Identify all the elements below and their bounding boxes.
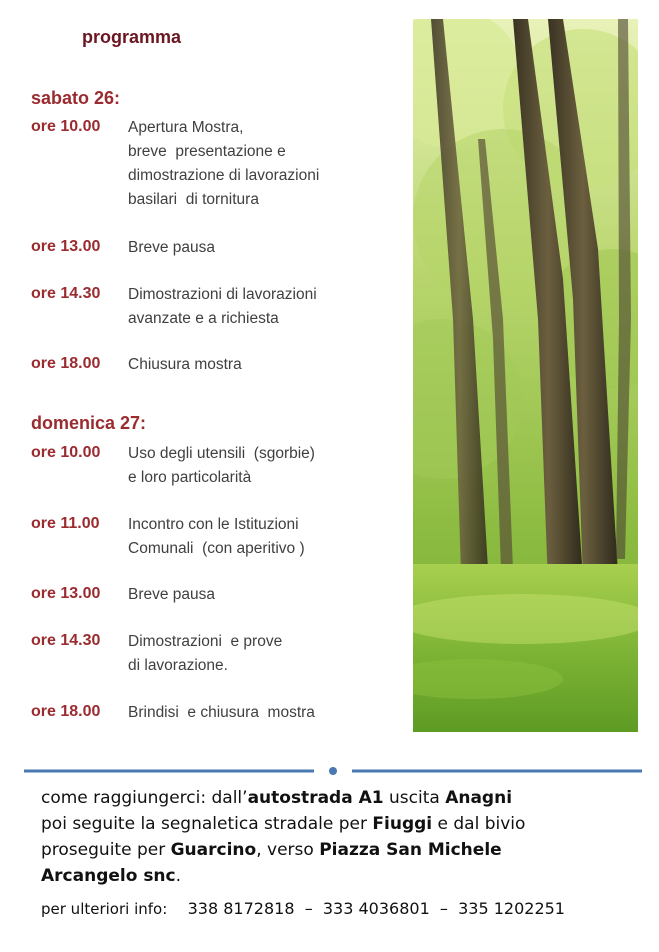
directions-line — [41, 811, 641, 837]
event-description — [128, 513, 305, 561]
directions-text-fragment: e dal bivio — [432, 814, 526, 834]
page-title: programma — [82, 27, 182, 47]
event-line: Breve pausa — [128, 586, 216, 603]
event-line: Breve pausa — [128, 239, 216, 256]
event-time: ore 13.00 — [31, 238, 101, 255]
day-heading-sunday: domenica 27: — [31, 413, 147, 433]
event-line: Incontro con le Istituzioni — [128, 516, 299, 533]
event-time: ore 13.00 — [31, 585, 101, 602]
event-line: Dimostrazioni di lavorazioni — [128, 286, 317, 303]
directions-line — [41, 837, 641, 863]
event-description — [128, 236, 215, 260]
event-description — [128, 353, 242, 377]
directions-line — [41, 785, 641, 811]
event-time: ore 18.00 — [31, 703, 101, 720]
event-line: e loro particolarità — [128, 469, 252, 486]
directions-text-fragment: uscita — [383, 788, 446, 808]
event-time: ore 10.00 — [31, 118, 101, 135]
event-line: Comunali (con aperitivo ) — [128, 540, 305, 557]
event-line: Uso degli utensili (sgorbie) — [128, 445, 315, 462]
directions-text-fragment: proseguite per — [41, 840, 171, 860]
event-line: breve presentazione e — [128, 143, 286, 160]
forest-photo — [413, 19, 638, 732]
event-description — [128, 701, 315, 725]
phone-separator: – — [439, 899, 448, 918]
event-time: ore 11.00 — [31, 515, 100, 532]
town-name: Fiuggi — [372, 814, 433, 834]
event-line: basilari di tornitura — [128, 191, 259, 208]
event-line: dimostrazione di lavorazioni — [128, 167, 320, 184]
event-line: di lavorazione. — [128, 657, 228, 674]
divider — [24, 763, 642, 773]
contact-info — [41, 899, 565, 918]
highway-name: autostrada A1 — [247, 788, 384, 808]
event-time: ore 14.30 — [31, 632, 101, 649]
exit-name: Anagni — [445, 788, 513, 808]
phone-number: 335 1202251 — [458, 899, 565, 918]
directions-line — [41, 863, 641, 889]
address-name: Piazza San Michele — [319, 840, 502, 860]
contact-label: per ulteriori info: — [41, 900, 168, 918]
phone-number: 333 4036801 — [322, 899, 430, 918]
directions-text — [41, 785, 641, 889]
day-heading-saturday: sabato 26: — [31, 88, 121, 108]
event-time: ore 10.00 — [31, 444, 101, 461]
directions-text-fragment: poi seguite la segnaletica stradale per — [41, 814, 373, 834]
directions-text-fragment: . — [175, 866, 182, 886]
phone-number: 338 8172818 — [187, 899, 295, 918]
directions-text-fragment: , verso — [256, 840, 320, 860]
town-name: Guarcino — [170, 840, 257, 860]
event-line: Chiusura mostra — [128, 356, 242, 373]
event-description — [128, 583, 215, 607]
directions-text-fragment: come raggiungerci: dall’ — [41, 788, 248, 808]
address-name: Arcangelo snc — [41, 866, 176, 886]
event-line: Dimostrazioni e prove — [128, 633, 283, 650]
event-line: Brindisi e chiusura mostra — [128, 704, 315, 721]
event-line: avanzate e a richiesta — [128, 310, 279, 327]
event-description — [128, 630, 282, 678]
event-time: ore 14.30 — [31, 285, 101, 302]
event-description — [128, 442, 315, 490]
event-description — [128, 116, 319, 212]
event-time: ore 18.00 — [31, 355, 101, 372]
event-line: Apertura Mostra, — [128, 119, 244, 136]
phone-separator: – — [304, 899, 313, 918]
event-description — [128, 283, 317, 331]
